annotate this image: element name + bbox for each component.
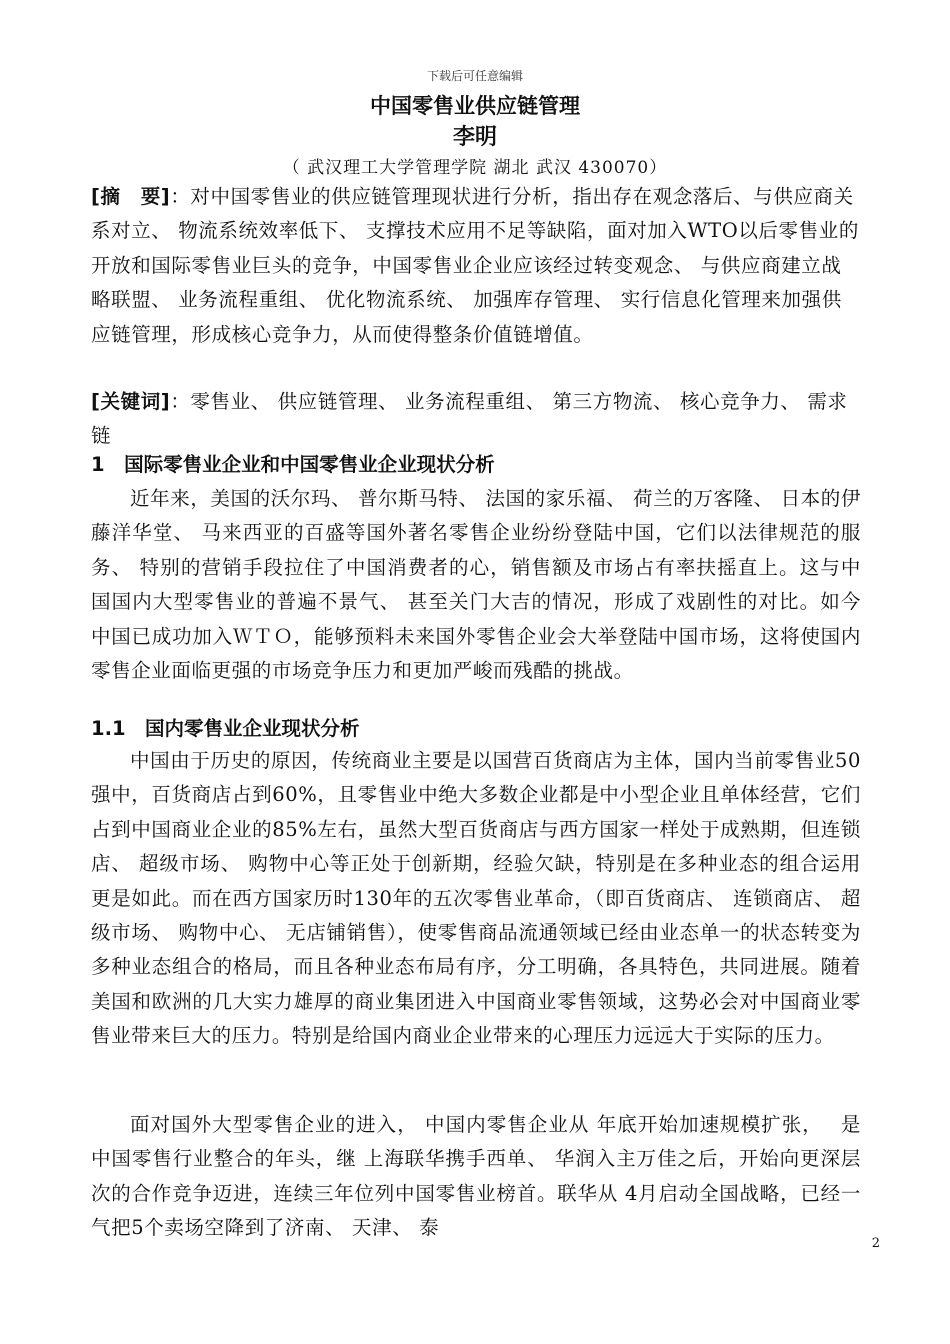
section-1-paragraph: 近年来，美国的沃尔玛、 普尔斯马特、 法国的家乐福、 荷兰的万客隆、 日本的伊藤洋华堂、 马来西亚的百盛等国外著名零售企业纷纷登陆中国，它们以法律规范的服务、 特别的营销手段拉住了中国消费者的心，销售额及市场占有率扶摇直上。这与中国国内大型零售业的普遍不景气、 甚至关门大吉的情况，形成了戏剧性的对比。如今中国已成功加入ＷＴＯ，能够预料未来国外零售企业会大举登陆中国市场，这将使国内零售企业面临更强的市场竞争压力和更加严峻而残酷的挑战。 bbox=[91, 487, 861, 683]
keywords-label: [关键词] bbox=[91, 390, 171, 413]
keywords bbox=[91, 385, 861, 454]
section-1-heading: 1 国际零售业企业和中国零售业企业现状分析 bbox=[91, 453, 495, 476]
section-1-1-paragraph-1: 中国由于历史的原因，传统商业主要是以国营百货商店为主体，国内当前零售业50强中，百货商店占到60%，且零售业中绝大多数企业都是中小型企业且单体经营，它们占到中国商业企业的85%左右，虽然大型百货商店与西方国家一样处于成熟期，但连锁店、 超级市场、 购物中心等正处于创新期，经验欠缺，特别是在多种业态的组合运用更是如此。而在西方国家历时130年的五次零售业革命，（即百货商店、 连锁商店、 超级市场、 购物中心、 无店铺销售），使零售商品流通领域已经由业态单一的状态转变为多种业态组合的格局，而且各种业态布局有序，分工明确，各具特色，共同进展。随着美国和欧洲的几大实力雄厚的商业集团进入中国商业零售领域，这势必会对中国商业零售业带来巨大的压力。特别是给国内商业企业带来的心理压力远远大于实际的压力。 bbox=[91, 749, 861, 1048]
section-1-1-paragraph-2: 面对国外大型零售企业的进入， 中国内零售企业从 年底开始加速规模扩张， 是中国零售行业整合的年头，继 上海联华携手西单、 华润入主万佳之后，开始向更深层次的合作竞争迈进，连续三年位列中国零售业榜首。联华从 4月启动全国战略，已经一气把5个卖场空降到了济南、 天津、 泰 bbox=[91, 1113, 861, 1240]
author-affiliation: （ 武汉理工大学管理学院 湖北 武汉 430070） bbox=[282, 158, 668, 178]
abstract-text: ：对中国零售业的供应链管理现状进行分析，指出存在观念落后、与供应商关系对立、 物流系统效率低下、 支撑技术应用不足等缺陷，面对加入WTO以后零售业的开放和国际零售业巨头的竞争，中国零售业企业应该经过转变观念、 与供应商建立战略联盟、 业务流程重组、 优化物流系统、 加强库存管理、 实行信息化管理来加强供应链管理，形成核心竞争力，从而使得整条价值链增值。 bbox=[91, 185, 859, 346]
section-1-1-heading: 1.1 国内零售业企业现状分析 bbox=[91, 717, 360, 740]
header-note: 下载后可任意编辑 bbox=[426, 69, 523, 83]
abstract-label: [摘 要] bbox=[91, 185, 171, 208]
paper-title: 中国零售业供应链管理 bbox=[370, 94, 580, 118]
keywords-text: ：零售业、 供应链管理、 业务流程重组、 第三方物流、 核心竞争力、 需求链 bbox=[91, 390, 848, 448]
author-name: 李明 bbox=[452, 125, 497, 150]
page-number: 2 bbox=[871, 1236, 880, 1251]
abstract bbox=[91, 180, 861, 352]
